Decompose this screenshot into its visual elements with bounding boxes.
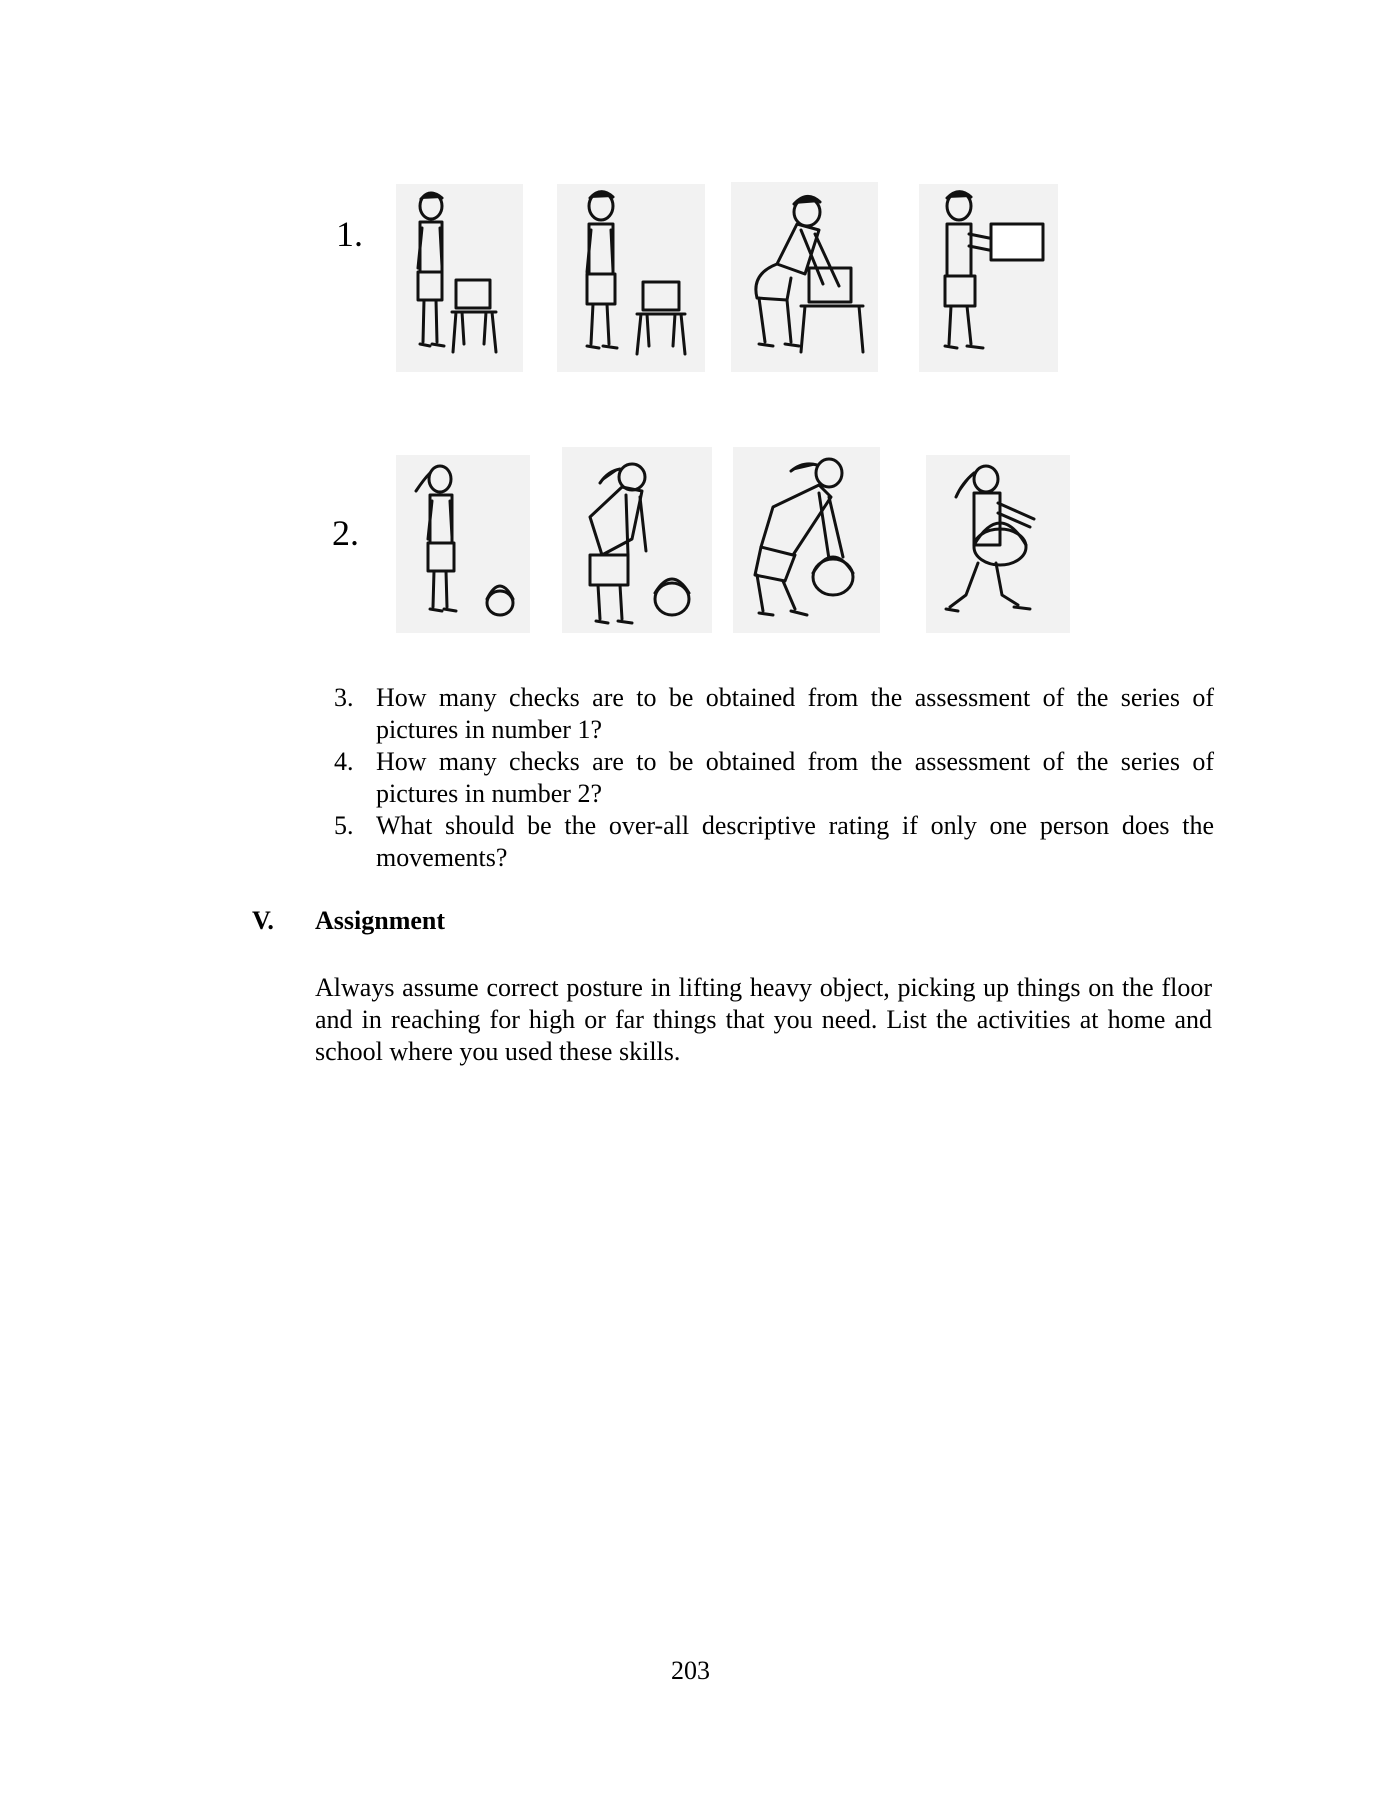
question-text: How many checks are to be obtained from the assessment of the series of pictures in number 2? (376, 747, 1214, 808)
boy-standing-near-box-icon (396, 184, 523, 372)
questions-list (334, 682, 1214, 874)
question-number: 5. (334, 811, 354, 840)
question-number: 3. (334, 683, 354, 712)
girl-standing-near-basket-icon (396, 455, 530, 633)
question-text: How many checks are to be obtained from the assessment of the series of pictures in number 1? (376, 683, 1214, 744)
question-text: What should be the over-all descriptive rating if only one person does the movements? (376, 811, 1214, 872)
page-number: 203 (671, 1656, 710, 1685)
assignment-text: Always assume correct posture in lifting heavy object, picking up things on the floor and in reaching for high or far things that you need. List the activities at home and school where you used these skills. (315, 973, 1212, 1066)
girl-carrying-basket-icon (926, 455, 1070, 633)
question-number: 4. (334, 747, 354, 776)
girl-squatting-lifting-basket-icon (733, 447, 880, 633)
section-title: Assignment (315, 906, 446, 935)
girl-bending-at-waist-icon (562, 447, 712, 633)
row2-number: 2. (332, 513, 359, 553)
row1-number: 1. (336, 214, 363, 254)
question-item (334, 682, 1214, 746)
section-number: V. (252, 906, 274, 935)
question-item (334, 810, 1214, 874)
boy-facing-box-icon (557, 184, 705, 372)
question-item (334, 746, 1214, 810)
boy-squatting-lifting-box-icon (731, 182, 878, 372)
boy-holding-box-icon (919, 184, 1058, 372)
